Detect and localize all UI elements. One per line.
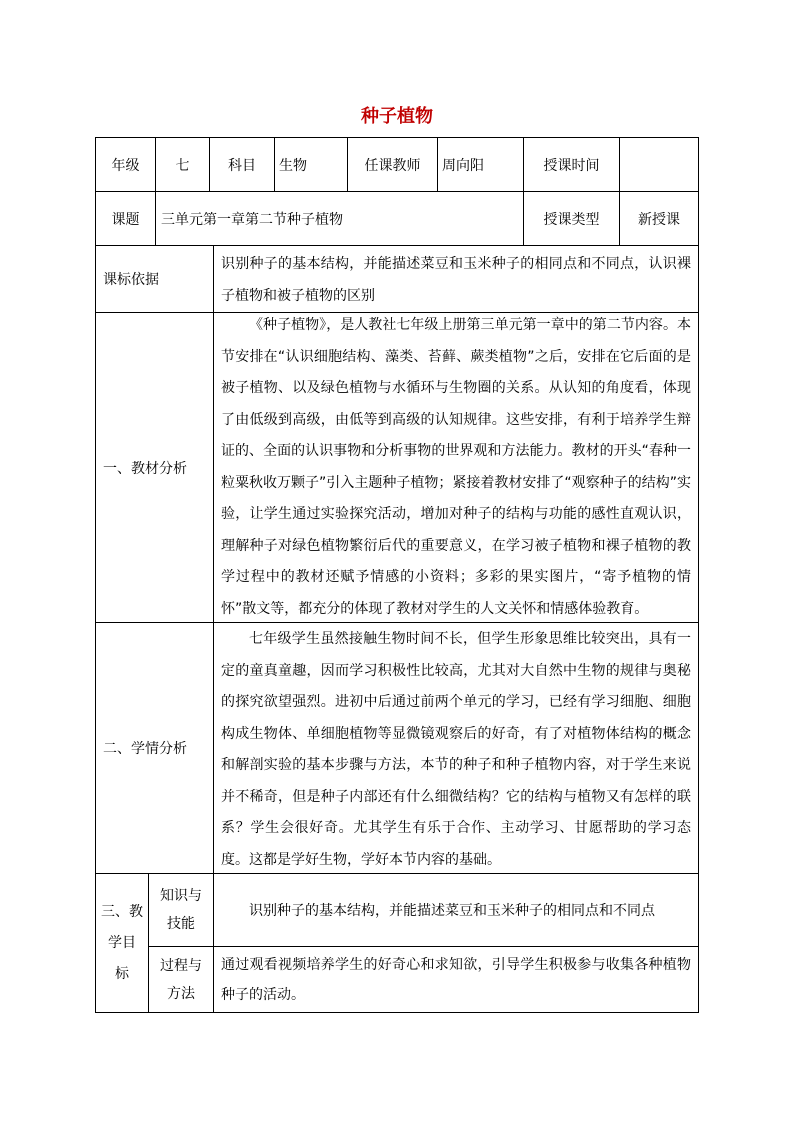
topic-label: 课题	[111, 211, 140, 228]
lesson-type-label: 授课类型	[543, 211, 600, 228]
topic-value: 三单元第一章第二节种子植物	[161, 211, 343, 228]
teaching-goals-label-line2: 学目	[108, 934, 136, 951]
process-method-label-line2: 方法	[167, 985, 195, 1002]
curriculum-basis-label: 课标依据	[103, 272, 159, 288]
time-label: 授课时间	[543, 157, 600, 174]
lesson-type-value: 新授课	[638, 211, 680, 228]
grade-label: 年级	[111, 157, 140, 174]
time-value	[620, 138, 698, 191]
knowledge-skills-label-line2: 技能	[167, 916, 195, 932]
knowledge-skills-text: 识别种子的基本结构，并能描述菜豆和玉米种子的相同点和不同点	[249, 903, 655, 919]
learner-analysis-label: 二、学情分析	[103, 741, 187, 757]
process-method-text: 通过观看视频培养学生的好奇心和求知欲，引导学生积极参与收集各种植物种子的活动。	[221, 957, 691, 1003]
subject-value: 生物	[279, 157, 307, 174]
knowledge-skills-label	[149, 874, 213, 946]
textbook-analysis-text: 《种子植物》，是人教社七年级上册第三单元第一章中的第二节内容。本节安排在“认识细胞结构、藻类、苔藓、蕨类植物”之后，安排在它后面的是被子植物、以及绿色植物与水循环与生物圈的关系。从认知的角度看，体现了由低级到高级，由低等到高级的认知规律。这些安排，有利于培养学生辩证的、全面的认识事物和分析事物的世界观和方法能力。教材的开头“春种一粒粟秋收万颗子”引入主题种子植物；紧接着教材安排了“观察种子的结构”实验，让学生通过实验探究活动，增加对种子的结构与功能的感性直观认识，理解种子对绿色植物繁衍后代的重要意义，在学习被子植物和裸子植物的教学过程中的教材还赋予情感的小资料；多彩的果实图片，“寄予植物的情怀”散文等，都充分的体现了教材对学生的人文关怀和情感体验教育。	[221, 317, 691, 617]
textbook-analysis-label: 一、教材分析	[103, 460, 187, 477]
teacher-label: 任课教师	[364, 157, 421, 174]
learner-analysis-text: 七年级学生虽然接触生物时间不长，但学生形象思维比较突出，具有一定的童真童趣，因而学习积极性比较高，尤其对大自然中生物的规律与奥秘的探究欲望强烈。进初中后通过前两个单元的学习，已经有学习细胞、细胞构成生物体、单细胞植物等显微镜观察后的好奇，有了对植物体结构的概念和解剖实验的基本步骤与方法，本节的种子和种子植物内容，对于学生来说并不稀奇，但是种子内部还有什么细微结构？它的结构与植物又有怎样的联系？学生会很好奇。尤其学生有乐于合作、主动学习、甘愿帮助的学习态度。这都是学好生物，学好本节内容的基础。	[221, 631, 691, 868]
curriculum-basis-text: 识别种子的基本结构，并能描述菜豆和玉米种子的相同点和不同点，认识裸子植物和被子植物的区别	[221, 256, 691, 304]
teacher-value: 周向阳	[442, 157, 484, 174]
process-method-label	[149, 947, 213, 1012]
knowledge-skills-label-line1: 知识与	[160, 888, 202, 904]
page-title: 种子植物	[361, 106, 433, 127]
subject-label: 科目	[228, 157, 256, 174]
teaching-goals-label-line3: 标	[115, 965, 129, 982]
process-method-label-line1: 过程与	[160, 957, 202, 974]
grade-value: 七	[175, 157, 190, 174]
teaching-goals-label	[96, 874, 148, 1012]
teaching-goals-label-line1: 三、教	[101, 903, 143, 920]
